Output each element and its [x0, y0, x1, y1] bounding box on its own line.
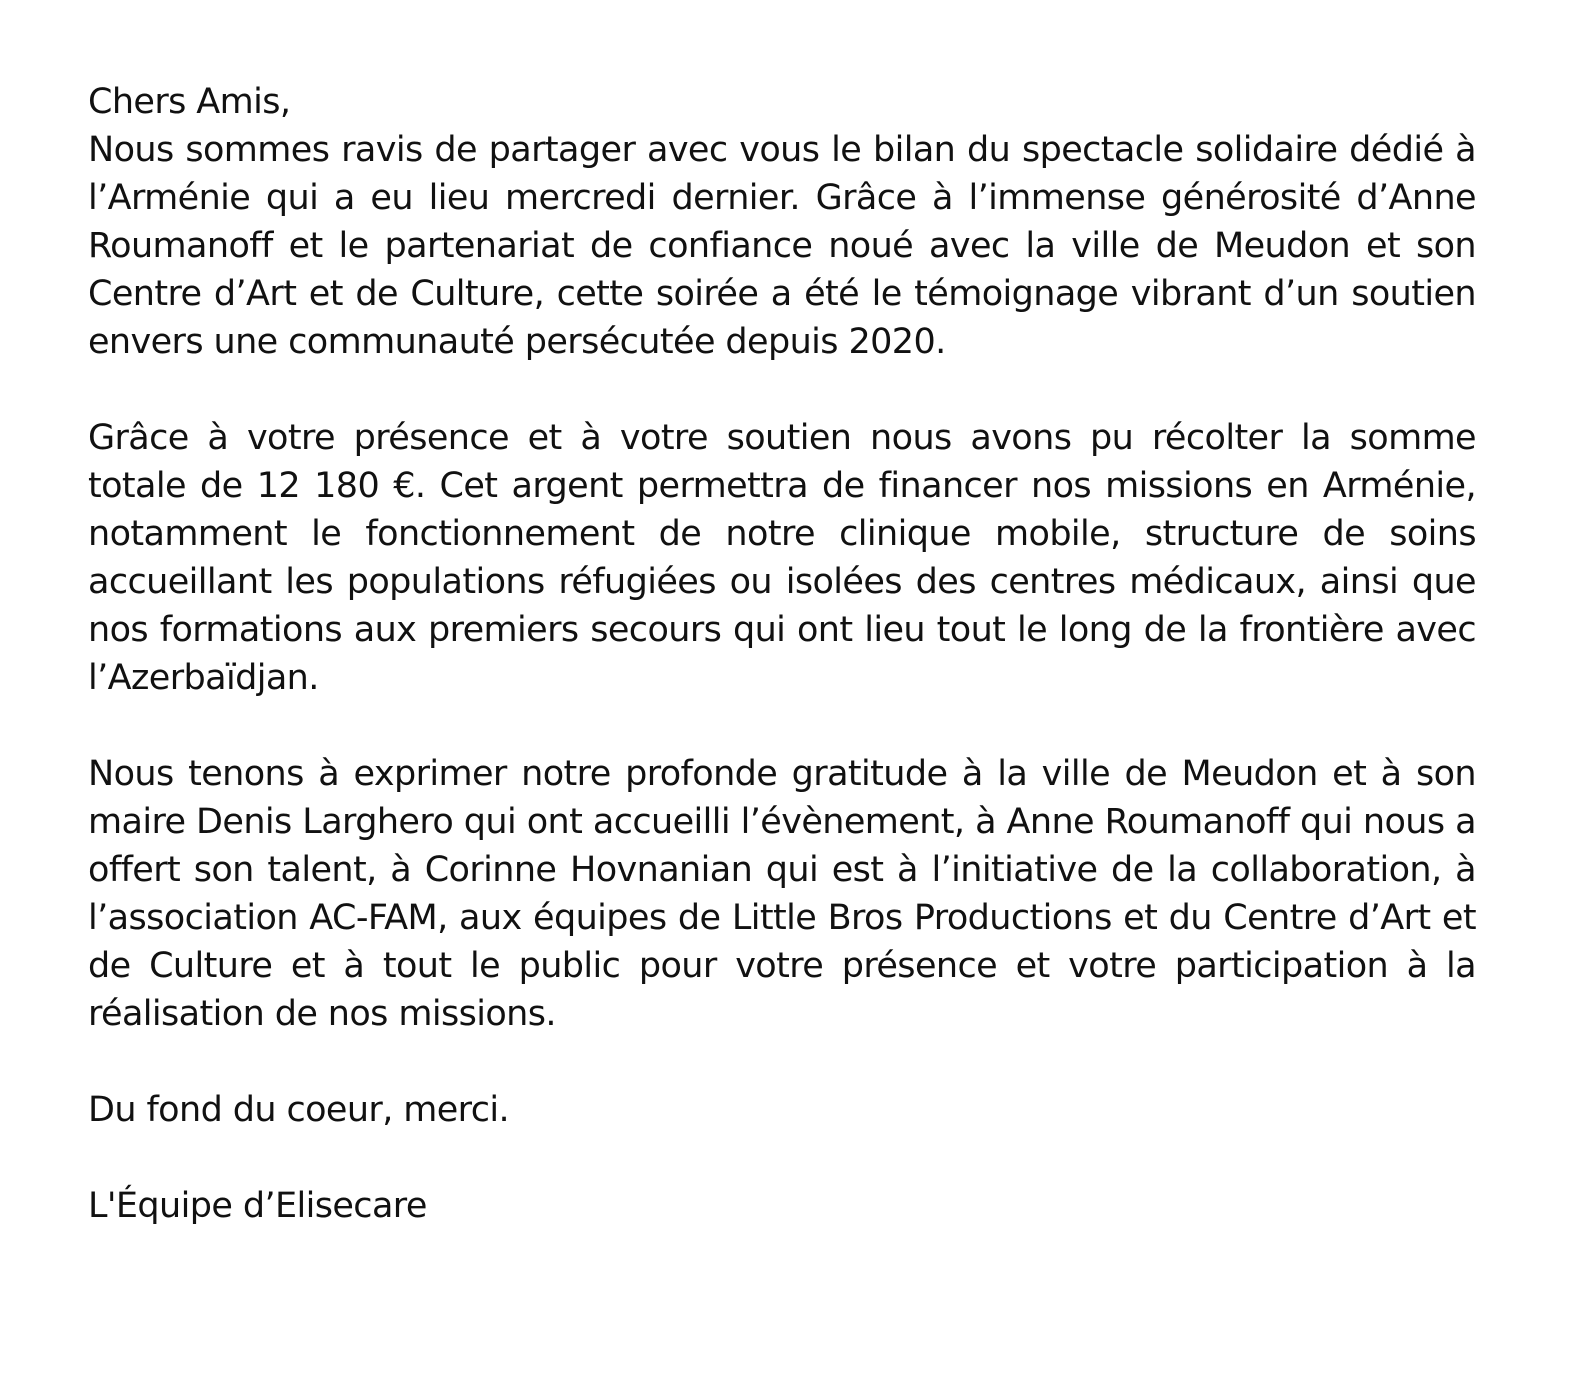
- letter-closing: Du fond du coeur, merci.: [88, 1090, 509, 1130]
- letter-signature: L'Équipe d’Elisecare: [88, 1186, 427, 1226]
- letter-greeting: Chers Amis,: [88, 82, 291, 122]
- letter-paragraph-intro: Nous sommes ravis de partager avec vous le bilan du spectacle solidaire dédié à l’Arménie qui a eu lieu mercredi dernier. Grâce à l’immense générosité d’Anne Roumanoff et le partenariat de confiance noué avec la ville de Meudon et son Centre d’Art et de Culture, cette soirée a été le témoignage vibrant d’un soutien envers une communauté persécutée depuis 2020.: [88, 130, 1476, 362]
- letter-paragraph-thanks: Nous tenons à exprimer notre profonde gratitude à la ville de Meudon et à son maire Denis Larghero qui ont accueilli l’évènement, à Anne Roumanoff qui nous a offert son talent, à Corinne Hovnanian qui est à l’initiative de la collaboration, à l’association AC-FAM, aux équipes de Little Bros Productions et du Centre d’Art et de Culture et à tout le public pour votre présence et votre participation à la réalisation de nos missions.: [88, 754, 1476, 1034]
- letter-paragraph-donation: Grâce à votre présence et à votre soutien nous avons pu récolter la somme totale de 12 180 €. Cet argent permettra de financer nos missions en Arménie, notamment le fonctionnement de notre clinique mobile, structure de soins accueillant les populations réfugiées ou isolées des centres médicaux, ainsi que nos formations aux premiers secours qui ont lieu tout le long de la frontière avec l’Azerbaïdjan.: [88, 418, 1476, 698]
- letter-body: [88, 78, 1476, 1230]
